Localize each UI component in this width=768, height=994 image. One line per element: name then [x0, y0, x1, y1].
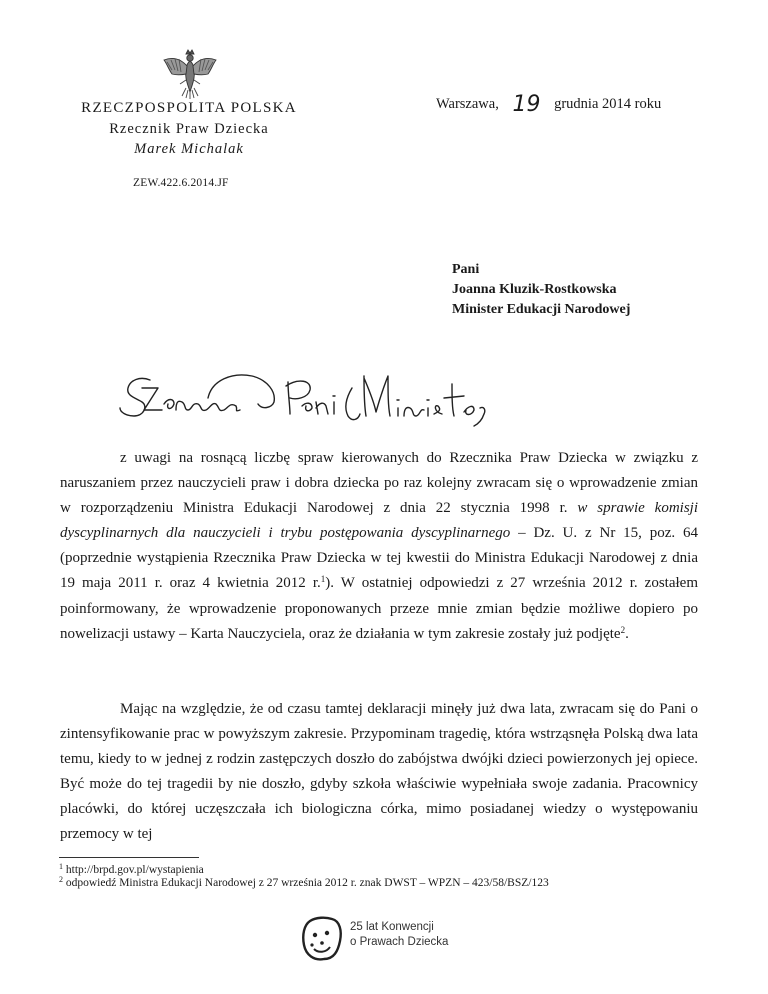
office-name: Rzecznik Praw Dziecka	[109, 121, 269, 137]
footnote-1-number: 1	[59, 862, 63, 871]
p1-segment-6: .	[625, 625, 629, 642]
p1-segment-3: 1	[320, 574, 326, 585]
footnote-2-number: 2	[59, 875, 63, 884]
footnote-separator	[59, 857, 199, 858]
addressee-salutation: Pani	[452, 262, 480, 277]
addressee-title: Minister Edukacji Narodowej	[452, 302, 631, 317]
polish-eagle-icon	[160, 48, 220, 100]
reference-number: ZEW.422.6.2014.JF	[133, 177, 229, 189]
p1-segment-5: 2	[620, 624, 626, 635]
logo-caption-line-1: 25 lat Konwencji	[350, 921, 434, 933]
addressee-name: Joanna Kluzik-Rostkowska	[452, 282, 617, 297]
handwritten-salutation	[112, 358, 502, 438]
dateline	[436, 92, 661, 117]
p1-segment-2: – Dz. U. z Nr 15, poz. 64 (poprzednie wystąpienia Rzecznika Praw Dziecka w tej kwestii do Ministra Edukacji Narodowej z dnia 19 maja 2011 r. oraz 4 kwietnia 2012 r.	[60, 525, 698, 592]
institution-name: RZECZPOSPOLITA POLSKA	[81, 100, 297, 116]
footnote-2-text: odpowiedź Ministra Edukacji Narodowej z 27 września 2012 r. znak DWST – WPZN – 423/58/BSZ/123	[65, 877, 549, 889]
smiling-face-logo-icon	[300, 915, 344, 963]
p1-segment-0: z uwagi na rosnącą liczbę spraw kierowanych do Rzecznika Praw Dziecka w związku z naruszaniem przez nauczycieli praw i dobra dziecka po raz kolejny zwracam się o wprowadzenie zmian w rozporządzeniu Ministra Edukacji Narodowej z dnia 22 stycznia 1998 r.	[60, 450, 698, 517]
date-city: Warszawa,	[436, 96, 499, 112]
footnote-1-text: http://brpd.gov.pl/wystapienia	[65, 864, 204, 876]
addressee-block	[452, 260, 630, 320]
p2-segment-0: Mając na względzie, że od czasu tamtej deklaracji minęły już dwa lata, zwracam się do Pani o zintensyfikowanie prac w powyższym zakresie. Przypominam tragedię, która wstrząsnęła Polską dwa lata temu, kiedy to w jednej z rodzin zastępczych doszło do zabójstwa dwójki dzieci powierzonych jej opiece. Być może do tej tragedii by nie doszło, gdyby szkoła właściwie wypełniała swoje zadania. Pracownicy placówki, do której uczęszczała ich biologiczna córka, mimo posiadanej wiedzy o występowaniu przemocy w tej	[60, 701, 698, 843]
logo-caption-line-2: o Prawach Dziecka	[350, 936, 449, 948]
p1-segment-4: ). W ostatniej odpowiedzi z 27 września 2012 r. zostałem poinformowany, że wprowadzenie proponowanych przeze mnie zmian będzie możliwe dopiero po nowelizacji ustawy – Karta Nauczyciela, oraz że działania w tym zakresie zostały już podjęte	[60, 575, 698, 642]
official-name: Marek Michalak	[134, 141, 244, 157]
date-day-handwritten: 19	[512, 92, 541, 117]
body-paragraph-2	[60, 697, 698, 848]
date-month-year: grudnia 2014 roku	[554, 96, 662, 112]
p1-segment-1: w sprawie komisji dyscyplinarnych dla nauczycieli i trybu postępowania dyscyplinarnego	[60, 500, 698, 542]
body-paragraph-1	[60, 446, 698, 647]
logo-caption	[350, 920, 448, 950]
footnote-2	[59, 873, 549, 890]
